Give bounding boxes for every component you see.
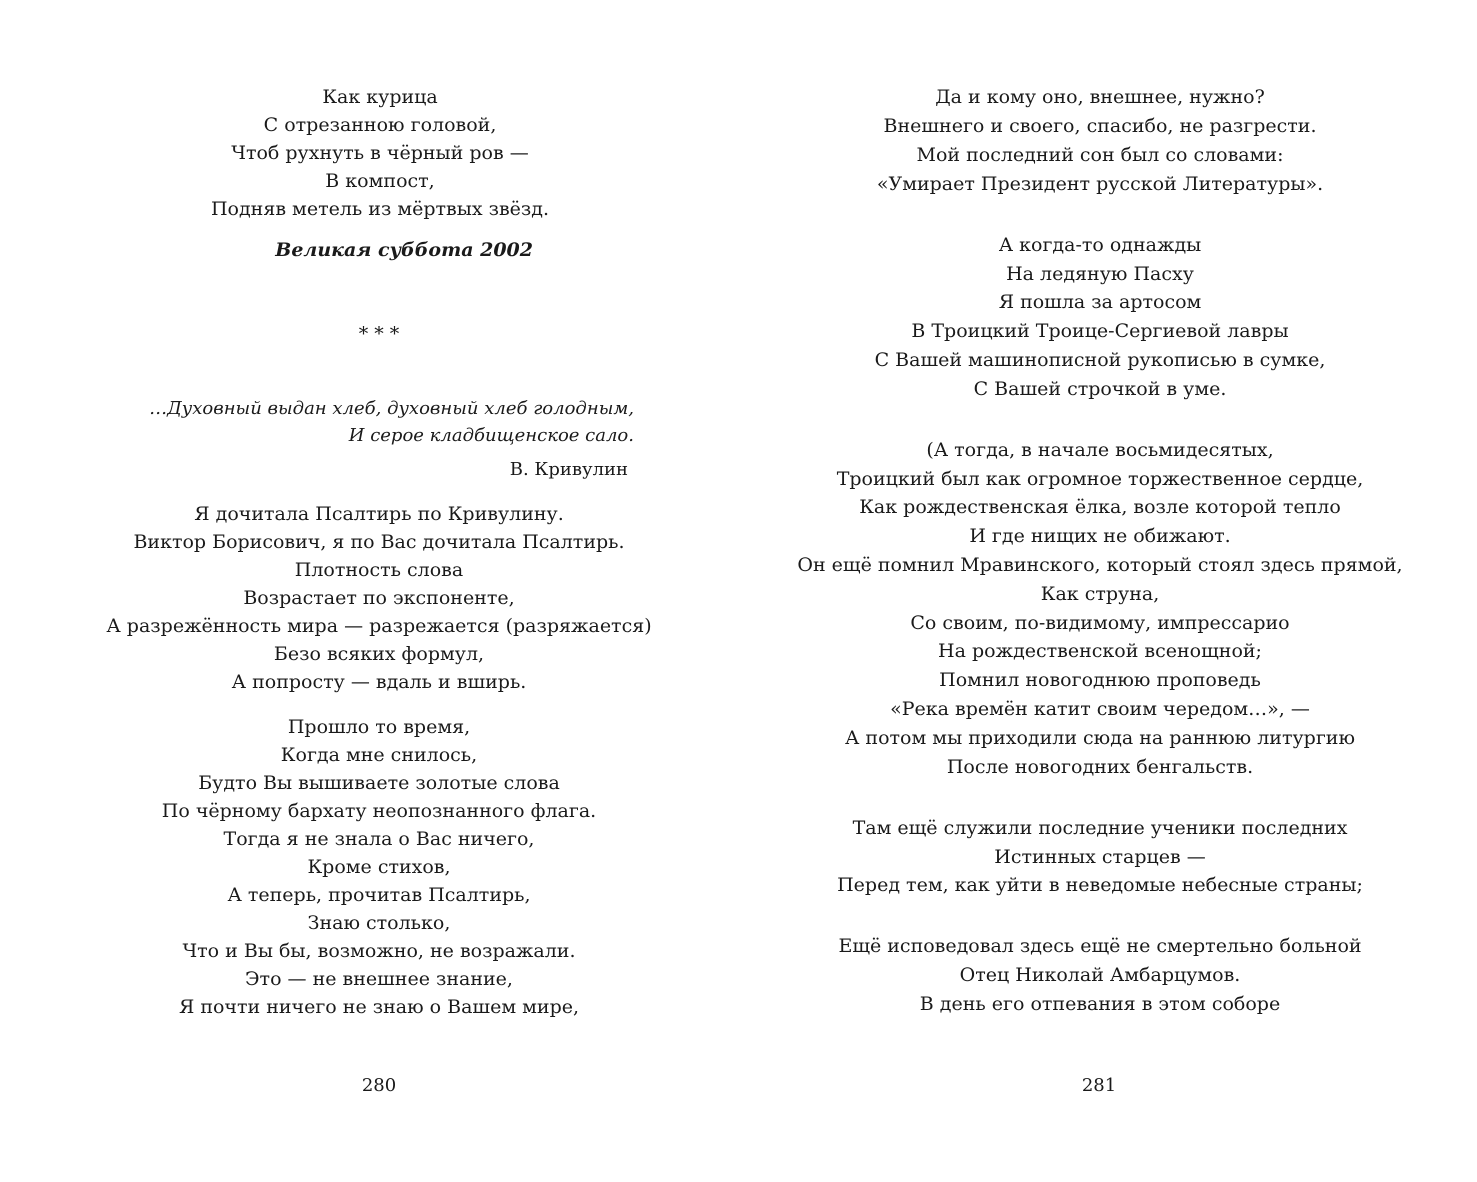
poem-line: На ледяную Пасху: [1006, 263, 1194, 285]
poem-line: И где нищих не обижают.: [969, 525, 1231, 547]
poem-line: Отец Николай Амбарцумов.: [959, 964, 1241, 986]
poem-line: Мой последний сон был со словами:: [916, 144, 1284, 166]
poem-line: Плотность слова: [294, 559, 464, 581]
poem-line: Подняв метель из мёртвых звёзд.: [210, 198, 550, 220]
poem-line: Ещё исповедовал здесь ещё не смертельно больной: [838, 935, 1362, 957]
poem-line: Как курица: [322, 86, 438, 108]
poem-date: Великая суббота 2002: [275, 239, 533, 261]
poem-line: По чёрному бархату неопознанного флага.: [161, 800, 597, 822]
epigraph-line: …Духовный выдан хлеб, духовный хлеб голодным,: [149, 398, 634, 419]
poem-line: «Умирает Президент русской Литературы».: [876, 173, 1324, 195]
page-number: 281: [1081, 1075, 1117, 1096]
poem-line: С Вашей строчкой в уме.: [973, 378, 1227, 400]
poem-line: Знаю столько,: [307, 912, 451, 934]
poem-line: В день его отпевания в этом соборе: [919, 993, 1281, 1015]
poem-line: Что и Вы бы, возможно, не возражали.: [182, 940, 576, 962]
poem-line: Я почти ничего не знаю о Вашем мире,: [178, 996, 580, 1018]
poem-line: Как рождественская ёлка, возле которой тепло: [859, 496, 1341, 518]
epigraph-line: И серое кладбищенское сало.: [348, 425, 634, 446]
poem-line: Внешнего и своего, спасибо, не разгрести.: [883, 115, 1317, 137]
poem-line: Это — не внешнее знание,: [245, 968, 513, 990]
poem-line: Перед тем, как уйти в неведомые небесные страны;: [837, 874, 1363, 896]
poem-line: Тогда я не знала о Вас ничего,: [223, 828, 535, 850]
poem-line: «Река времён катит своим чередом…», —: [890, 698, 1310, 720]
poem-line: В компост,: [325, 170, 435, 192]
poem-line: Прошло то время,: [287, 716, 471, 738]
poem-line: Я пошла за артосом: [998, 291, 1202, 313]
poem-line: С отрезанною головой,: [263, 114, 497, 136]
poem-line: Чтоб рухнуть в чёрный ров —: [231, 142, 529, 164]
poem-line: А разрежённость мира — разрежается (разряжается): [106, 615, 652, 637]
poem-line: После новогодних бенгальств.: [946, 756, 1254, 778]
poem-line: Будто Вы вышиваете золотые слова: [198, 772, 560, 794]
poem-line: Там ещё служили последние ученики последних: [852, 817, 1348, 839]
poem-line: (А тогда, в начале восьмидесятых,: [926, 439, 1274, 461]
poem-line: Я дочитала Псалтирь по Кривулину.: [194, 503, 564, 525]
poem-line: Троицкий был как огромное торжественное сердце,: [836, 468, 1364, 490]
poem-line: Со своим, по-видимому, импрессарио: [910, 612, 1290, 634]
poem-line: На рождественской всенощной;: [938, 640, 1262, 662]
poem-line: Кроме стихов,: [307, 856, 451, 878]
right-page: [760, 0, 1477, 1182]
poem-line: Он ещё помнил Мравинского, который стоял здесь прямой,: [797, 554, 1403, 576]
poem-line: Как струна,: [1040, 583, 1160, 605]
poem-line: Истинных старцев —: [994, 846, 1206, 868]
poem-line: А попросту — вдаль и вширь.: [231, 671, 527, 693]
poem-line: Виктор Борисович, я по Вас дочитала Псалтирь.: [133, 531, 625, 553]
epigraph-author: В. Кривулин: [509, 459, 628, 480]
poem-line: А теперь, прочитав Псалтирь,: [227, 884, 531, 906]
poem-line: Безо всяких формул,: [273, 643, 485, 665]
poem-line: Возрастает по экспоненте,: [243, 587, 515, 609]
poem-line: С Вашей машинописной рукописью в сумке,: [874, 349, 1326, 371]
asterism: * * *: [358, 323, 400, 345]
poem-line: Помнил новогоднюю проповедь: [939, 669, 1261, 691]
poem-line: Когда мне снилось,: [280, 744, 478, 766]
poem-line: А потом мы приходили сюда на раннюю литургию: [845, 727, 1355, 749]
page-number: 280: [361, 1075, 397, 1096]
poem-line: В Троицкий Троице-Сергиевой лавры: [911, 320, 1289, 342]
poem-line: Да и кому оно, внешнее, нужно?: [935, 86, 1265, 108]
poem-line: А когда-то однажды: [998, 234, 1202, 256]
